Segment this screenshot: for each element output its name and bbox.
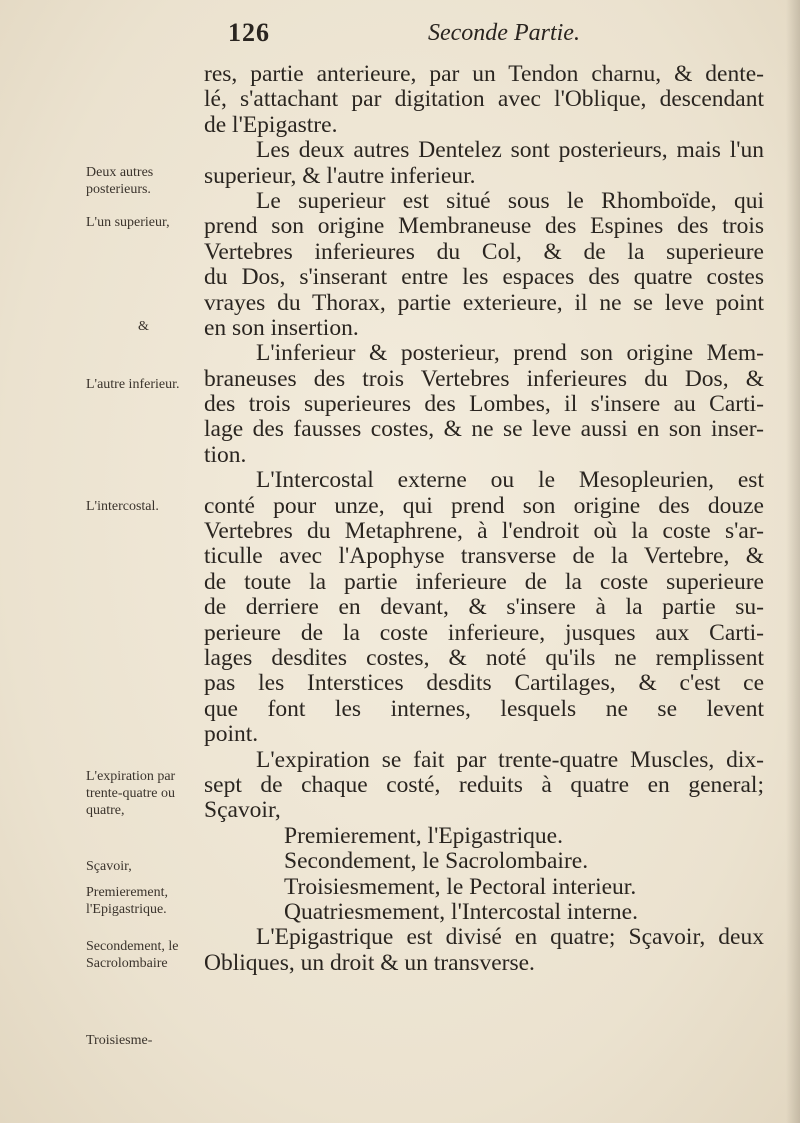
margin-note-premierement: Premierement, l'Epigastrique. <box>86 885 169 917</box>
text-line: prend son origine Membraneuse des Espines des trois <box>204 214 764 240</box>
text-line: en son insertion. <box>204 314 359 341</box>
text-line: de l'Epigastre. <box>204 111 338 138</box>
text-line: L'inferieur & posterieur, prend son origine Mem- <box>256 341 764 367</box>
margin-note-scavoir: Sçavoir, <box>86 859 132 874</box>
text-line: conté pour unze, qui prend son origine des douze <box>204 493 764 519</box>
text-line: que font les internes, lesquels ne se levent <box>204 696 764 722</box>
text-line: tion. <box>204 441 247 468</box>
text-line: superieur, & l'autre inferieur. <box>204 162 476 189</box>
margin-note-deux-autres: Deux autres posterieurs. <box>86 165 154 197</box>
list-item: Secondement, le Sacrolombaire. <box>284 848 589 875</box>
text-line: lages desdites costes, & noté qu'ils ne remplissent <box>204 645 764 671</box>
page-edge-shadow <box>786 0 800 1123</box>
text-line: lage des fausses costes, & ne se leve aussi en son inser- <box>204 417 764 443</box>
text-line: Vertebres du Metaphrene, à l'endroit où la coste s'ar- <box>204 519 764 545</box>
text-line: braneuses des trois Vertebres inferieures du Dos, & <box>204 366 764 392</box>
margin-note-expiration: L'expiration par trente-quatre ou quatre, <box>86 769 176 818</box>
margin-note-intercostal: L'intercostal. <box>86 499 159 514</box>
text-line: de derriere en devant, & s'insere à la partie su- <box>204 595 764 621</box>
text-line: L'Epigastrique est divisé en quatre; Sçavoir, deux <box>256 925 764 951</box>
margin-note-inferieur: L'autre inferieur. <box>86 377 180 392</box>
list-item: Troisiesmement, le Pectoral interieur. <box>284 873 637 900</box>
text-line: L'Intercostal externe ou le Mesopleurien, est <box>256 468 764 494</box>
text-line: pas les Interstices desdits Cartilages, & c'est ce <box>204 671 764 697</box>
text-line: res, partie anterieure, par un Tendon charnu, & dente- <box>204 62 764 87</box>
text-line: L'expiration se fait par trente-quatre Muscles, dix- <box>256 747 764 773</box>
text-line: du Dos, s'inserant entre les espaces des quatre costes <box>204 265 764 291</box>
running-title: Seconde Partie. <box>428 20 580 46</box>
text-line: Obliques, un droit & un transverse. <box>204 949 535 976</box>
text-line: Les deux autres Dentelez sont posterieurs, mais l'un <box>256 138 764 164</box>
text-line: Vertebres inferieures du Col, & de la superieure <box>204 239 764 265</box>
text-line: point. <box>204 721 259 748</box>
margin-note-superieur: L'un superieur, <box>86 215 170 230</box>
text-line: vrayes du Thorax, partie exterieure, il ne se leve point <box>204 290 764 316</box>
margin-note-troisiesme: Troisiesme- <box>86 1033 153 1048</box>
margin-note-secondement: Secondement, le Sacrolombaire <box>86 939 179 971</box>
main-text <box>204 62 764 976</box>
text-line: sept de chaque costé, reduits à quatre en general; <box>204 772 764 798</box>
text-line: des trois superieures des Lombes, il s'insere au Carti- <box>204 392 764 418</box>
text-line: Le superieur est situé sous le Rhomboïde, qui <box>256 188 764 214</box>
margin-notes <box>0 0 200 1123</box>
list-item: Premierement, l'Epigastrique. <box>284 822 563 849</box>
list-item: Quatriesmement, l'Intercostal interne. <box>284 898 638 925</box>
text-line: Sçavoir, <box>204 797 281 824</box>
text-line: perieure de la coste inferieure, jusques aux Carti- <box>204 620 764 646</box>
text-line: de toute la partie inferieure de la coste superieure <box>204 569 764 595</box>
page-number: 126 <box>228 18 270 47</box>
text-line: ticulle avec l'Apophyse transverse de la Vertebre, & <box>204 544 764 570</box>
margin-note-ampersand: & <box>138 319 149 334</box>
text-line: lé, s'attachant par digitation avec l'Oblique, descendant <box>204 87 764 113</box>
page-header <box>228 18 768 58</box>
